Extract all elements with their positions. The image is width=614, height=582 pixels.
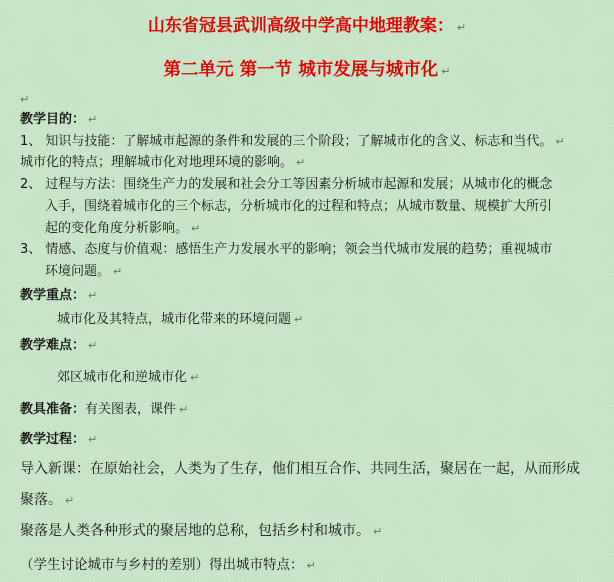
teaching-aids-label: 教具准备：	[20, 402, 86, 417]
paragraph-mark: ↵	[555, 135, 565, 148]
key-points-heading	[20, 284, 97, 303]
paragraph-mark: ↵	[441, 65, 451, 78]
difficult-points-body: 郊区城市化和逆城市化	[57, 370, 188, 385]
paragraph-mark: ↵	[113, 265, 123, 278]
objective-text: 3、 情感、态度与价值观：感悟生产力发展水平的影响；领会当代城市发展的趋势；重视城市	[20, 242, 553, 257]
process-heading-text: 教学过程：	[20, 432, 86, 447]
objective-text: 环境问题。	[45, 264, 111, 279]
paragraph-mark: ↵	[306, 559, 316, 572]
objective-text: 起的变化角度分析影响。	[45, 221, 189, 236]
difficult-points-heading	[20, 334, 97, 353]
objective-2-line-3	[45, 217, 200, 236]
paragraph-mark: ↵	[88, 113, 98, 126]
settlement-text: 聚落是人类各种形式的聚居地的总称，包括乡村和城市。	[20, 523, 370, 539]
key-points-heading-text: 教学重点：	[20, 288, 86, 303]
objective-text: 城市化的特点；理解城市化对地理环境的影响。	[20, 155, 294, 170]
lesson-title-text: 第二单元 第一节 城市发展与城市化	[163, 60, 439, 80]
intro-line-1	[20, 458, 580, 478]
objective-2-line-2	[45, 195, 552, 214]
objective-1-line-1	[20, 130, 565, 149]
paragraph-mark: ↵	[296, 156, 306, 169]
objectives-heading-text: 教学目的：	[20, 112, 86, 127]
difficult-points-text	[57, 366, 199, 385]
empty-paragraph	[20, 92, 29, 107]
discussion-text: （学生讨论城市与乡村的差别）得出城市特点：	[20, 557, 304, 573]
objective-3-line-2	[45, 260, 122, 279]
intro-text: 导入新课：在原始社会，人类为了生存，他们相互合作、共同生活，聚居在一起，从而形成	[20, 461, 580, 477]
document-title	[0, 11, 614, 36]
paragraph-mark: ↵	[179, 403, 189, 416]
objective-text: 1、 知识与技能：了解城市起源的条件和发展的三个阶段；了解城市化的含义、标志和当代。	[20, 134, 553, 149]
paragraph-mark: ↵	[191, 222, 201, 235]
paragraph-mark: ↵	[190, 371, 200, 384]
discussion-line	[20, 553, 316, 573]
objective-1-line-2	[20, 151, 305, 170]
intro-line-2	[20, 489, 74, 509]
key-points-text	[57, 308, 303, 327]
key-points-body: 城市化及其特点，城市化带来的环境问题	[57, 312, 292, 327]
paragraph-mark: ↵	[88, 289, 98, 302]
process-heading	[20, 428, 97, 447]
teaching-aids	[20, 398, 188, 417]
objective-text: 入手，围绕着城市化的三个标志，分析城市化的过程和特点；从城市数量、规模扩大所引	[45, 199, 553, 214]
teaching-aids-text: 有关图表，课件	[85, 402, 177, 417]
lesson-title	[0, 56, 614, 81]
objective-2-line-1	[20, 173, 552, 192]
objective-3-line-1	[20, 238, 552, 257]
paragraph-mark: ↵	[88, 339, 98, 352]
objectives-heading	[20, 108, 97, 127]
difficult-points-heading-text: 教学难点：	[20, 338, 86, 353]
paragraph-mark: ↵	[456, 21, 467, 34]
paragraph-mark: ↵	[373, 525, 383, 538]
settlement-definition	[20, 520, 382, 540]
paragraph-mark: ↵	[65, 494, 75, 507]
paragraph-mark: ↵	[294, 313, 304, 326]
paragraph-mark: ↵	[20, 93, 30, 106]
intro-text: 聚落。	[20, 492, 62, 508]
paragraph-mark: ↵	[88, 433, 98, 446]
objective-text: 2、 过程与方法：围绕生产力的发展和社会分工等因素分析城市起源和发展；从城市化的概念	[20, 177, 553, 192]
title-text: 山东省冠县武训高级中学高中地理教案：	[147, 16, 454, 36]
